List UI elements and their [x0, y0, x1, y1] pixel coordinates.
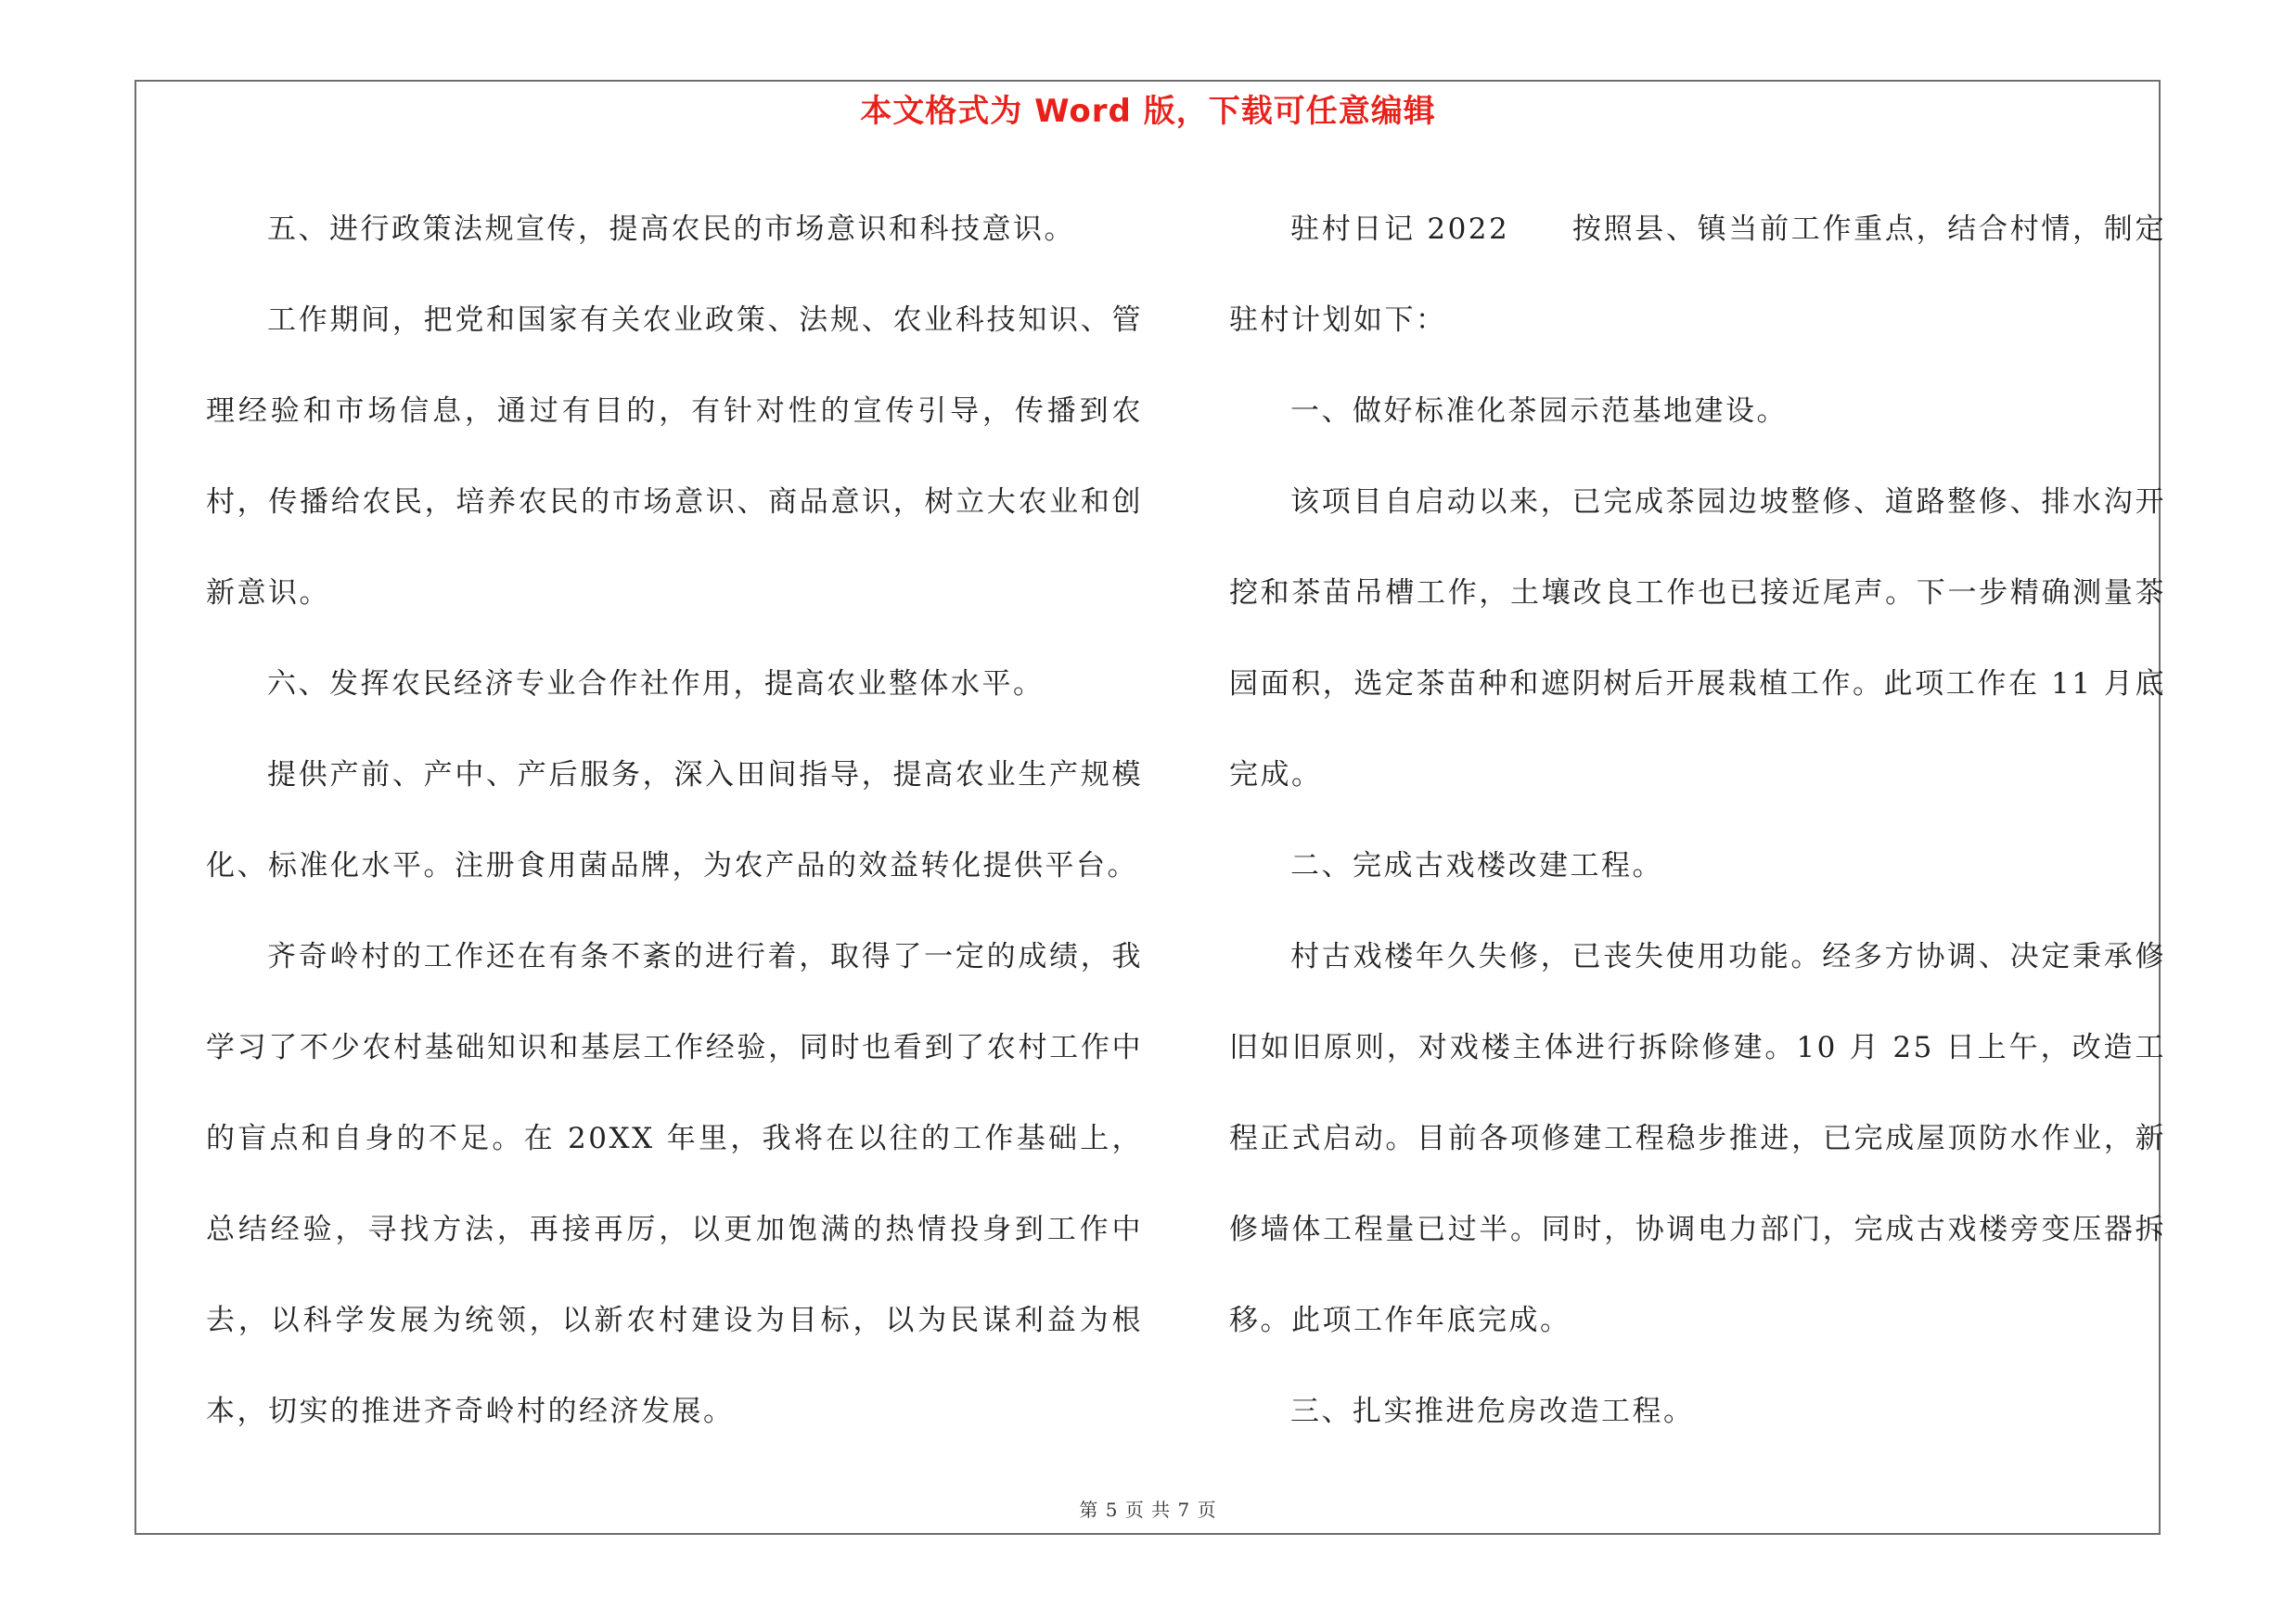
- paragraph: 六、发挥农民经济专业合作社作用，提高农业整体水平。: [267, 667, 1045, 701]
- paragraph: 三、扎实推进危房改造工程。: [1290, 1395, 1695, 1428]
- page-number-footer: 第 5 页 共 7 页: [1079, 1499, 1217, 1521]
- right-column: [1229, 184, 2166, 1457]
- left-column: [206, 184, 1143, 1457]
- paragraph: 五、进行政策法规宣传，提高农民的市场意识和科技意识。: [267, 213, 1075, 246]
- paragraph: 提供产前、产中、产后服务，深入田间指导，提高农业生产规模化、标准化水平。注册食用菌品牌，为农产品的效益转化提供平台。: [206, 758, 1143, 882]
- paragraph: 驻村日记 2022 按照县、镇当前工作重点，结合村情，制定驻村计划如下：: [1229, 213, 2166, 337]
- watermark-banner: 本文格式为 Word 版，下载可任意编辑: [860, 93, 1436, 130]
- paragraph: 一、做好标准化茶园示范基地建设。: [1290, 394, 1788, 428]
- paragraph: 齐奇岭村的工作还在有条不紊的进行着，取得了一定的成绩，我学习了不少农村基础知识和基层工作经验，同时也看到了农村工作中的盲点和自身的不足。在 20XX 年里，我将在以往的工作基础上，总结经验，寻找方法，再接再厉，以更加饱满的热情投身到工作中去，以科学发展为统领，以新农村建设为目标，以为民谋利益为根本，切实的推进齐奇岭村的经济发展。: [206, 940, 1143, 1428]
- paragraph: 二、完成古戏楼改建工程。: [1290, 849, 1663, 882]
- paragraph: 工作期间，把党和国家有关农业政策、法规、农业科技知识、管理经验和市场信息，通过有目的，有针对性的宣传引导，传播到农村，传播给农民，培养农民的市场意识、商品意识，树立大农业和创新意识。: [206, 303, 1143, 610]
- paragraph: 村古戏楼年久失修，已丧失使用功能。经多方协调、决定秉承修旧如旧原则，对戏楼主体进行拆除修建。10 月 25 日上午，改造工程正式启动。目前各项修建工程稳步推进，已完成屋顶防水作业，新修墙体工程量已过半。同时，协调电力部门，完成古戏楼旁变压器拆移。此项工作年底完成。: [1229, 940, 2166, 1337]
- paragraph: 该项目自启动以来，已完成茶园边坡整修、道路整修、排水沟开挖和茶苗吊槽工作，土壤改良工作也已接近尾声。下一步精确测量茶园面积，选定茶苗种和遮阴树后开展栽植工作。此项工作在 11 月底完成。: [1229, 485, 2166, 792]
